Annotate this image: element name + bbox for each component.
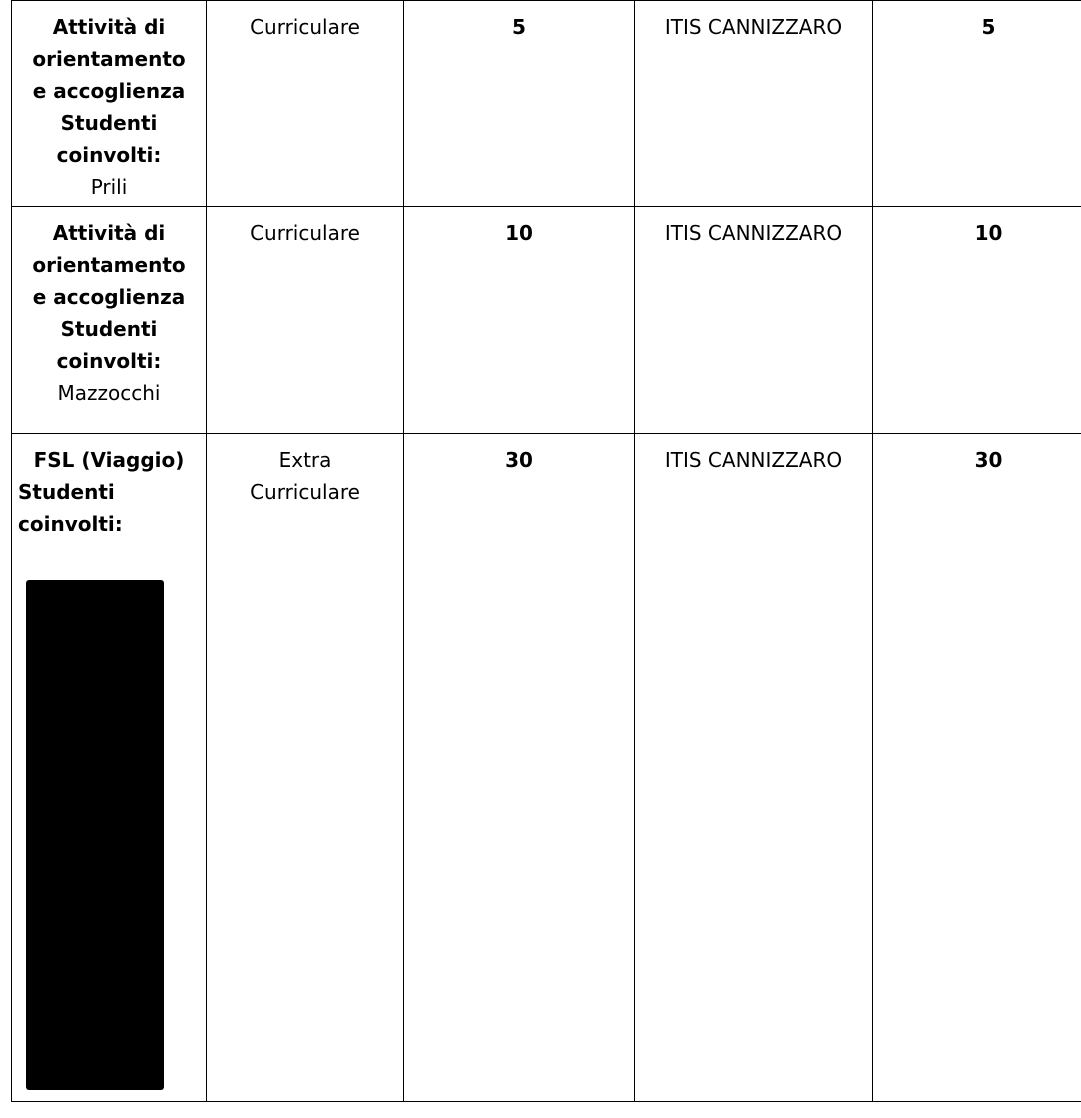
hours-cell: 10	[404, 207, 635, 434]
table-row	[12, 434, 1081, 1102]
type-line: Curriculare	[250, 480, 360, 504]
redaction-block	[26, 580, 164, 1090]
activity-line: coinvolti:	[56, 349, 162, 373]
activities-table	[11, 0, 1081, 1102]
table-row	[12, 207, 1081, 434]
hours-total-cell: 30	[873, 434, 1081, 1102]
activity-line: e accoglienza	[32, 79, 186, 103]
hours-total-cell: 10	[873, 207, 1081, 434]
activity-line: orientamento	[32, 47, 186, 71]
activity-line: Studenti	[60, 317, 158, 341]
hours-cell: 30	[404, 434, 635, 1102]
type-cell	[207, 434, 404, 1102]
activity-line: FSL (Viaggio)	[33, 448, 185, 472]
hours-cell: 5	[404, 1, 635, 207]
activity-line: Studenti	[60, 111, 158, 135]
activity-cell	[12, 1, 207, 207]
activity-line: Studenti	[18, 480, 115, 504]
school-cell: ITIS CANNIZZARO	[635, 207, 873, 434]
activity-line: orientamento	[32, 253, 186, 277]
school-cell: ITIS CANNIZZARO	[635, 1, 873, 207]
table-row	[12, 1, 1081, 207]
hours-total-cell: 5	[873, 1, 1081, 207]
activity-cell	[12, 434, 207, 1102]
activity-line: e accoglienza	[32, 285, 186, 309]
type-line: Extra	[278, 448, 332, 472]
type-line: Curriculare	[250, 221, 360, 245]
activity-line: coinvolti:	[56, 143, 162, 167]
school-cell: ITIS CANNIZZARO	[635, 434, 873, 1102]
activity-cell	[12, 207, 207, 434]
activity-line: Attività di	[52, 15, 166, 39]
activity-line: Attività di	[52, 221, 166, 245]
type-cell	[207, 207, 404, 434]
student-name: Mazzocchi	[57, 381, 161, 405]
student-name: Prili	[90, 175, 128, 199]
type-line: Curriculare	[250, 15, 360, 39]
type-cell	[207, 1, 404, 207]
activity-line: coinvolti:	[18, 512, 123, 536]
